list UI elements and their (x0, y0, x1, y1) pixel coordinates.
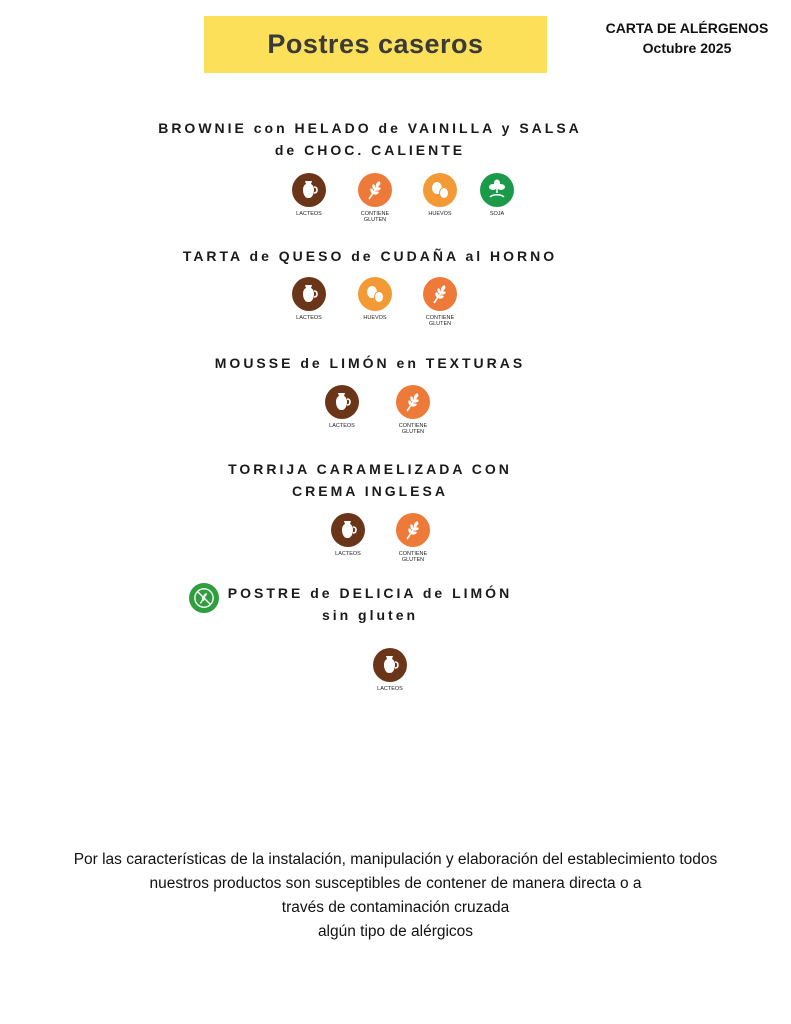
huevos-icon (410, 173, 470, 217)
allergen-label: LACTEOS (335, 551, 361, 557)
dish-title-torrija (150, 458, 590, 502)
dish-name-line: de CHOC. CALIENTE (274, 142, 466, 158)
lacteos-icon (279, 277, 339, 321)
dish-name-line: MOUSSE de LIMÓN en TEXTURAS (214, 355, 526, 371)
huevos-icon (345, 277, 405, 321)
dish-name-line: TARTA de QUESO de CUDAÑA al HORNO (182, 248, 558, 264)
notice-line: nuestros productos son susceptibles de contener de manera directa o a (149, 875, 642, 892)
dish-name-line: POSTRE de DELICIA de LIMÓN (227, 585, 513, 601)
allergen-label: HUEVOS (363, 315, 387, 321)
menu-type: CARTA DE ALÉRGENOS (605, 20, 769, 36)
gluten-icon (383, 513, 443, 563)
dish-title-brownie (150, 117, 590, 161)
dish-name-line: BROWNIE con HELADO de VAINILLA y SALSA (158, 120, 582, 136)
allergen-label: LACTEOS (377, 686, 403, 692)
cross-contamination-notice (20, 848, 771, 944)
soja-icon (467, 173, 527, 217)
gluten-icon (345, 173, 405, 223)
allergen-label: LACTEOS (296, 211, 322, 217)
lacteos-icon (360, 648, 420, 692)
notice-line: Por las características de la instalación, manipulación y elaboración del establecimiento todos (73, 851, 718, 868)
allergen-label: LACTEOS (329, 423, 355, 429)
allergen-label: CONTIENE GLUTEN (398, 551, 428, 563)
dish-name-line: sin gluten (321, 607, 419, 623)
lacteos-icon (312, 385, 372, 429)
lacteos-icon (279, 173, 339, 217)
allergen-label: HUEVOS (428, 211, 452, 217)
notice-line: través de contaminación cruzada (281, 899, 510, 916)
notice-line: algún tipo de alérgicos (317, 923, 474, 940)
dish-title-mousse (150, 352, 590, 374)
dish-title-tarta-queso (150, 245, 590, 267)
allergen-label: CONTIENE GLUTEN (360, 211, 390, 223)
gluten-icon (410, 277, 470, 327)
allergen-label: CONTIENE GLUTEN (425, 315, 455, 327)
title-banner (204, 16, 547, 73)
allergen-label: CONTIENE GLUTEN (398, 423, 428, 435)
menu-info (596, 18, 778, 58)
allergen-label: LACTEOS (296, 315, 322, 321)
page-title: Postres caseros (267, 29, 484, 59)
dish-title-delicia-limon (150, 582, 590, 626)
lacteos-icon (318, 513, 378, 557)
dish-name-line: CREMA INGLESA (292, 483, 448, 499)
menu-date: Octubre 2025 (642, 40, 732, 56)
allergen-label: SOJA (489, 211, 505, 217)
dish-name-line: TORRIJA CARAMELIZADA CON (228, 461, 512, 477)
gluten-icon (383, 385, 443, 435)
